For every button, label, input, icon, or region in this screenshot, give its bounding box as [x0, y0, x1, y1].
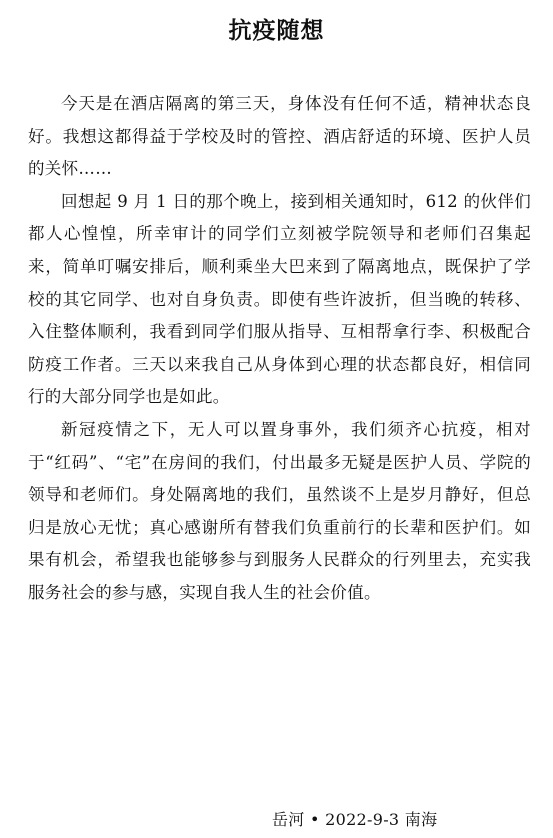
paragraph-3: 新冠疫情之下，无人可以置身事外，我们须齐心抗疫，相对于“红码”、“宅”在房间的我们，付出最多无疑是医护人员、学院的领导和老师们。身处隔离地的我们，虽然谈不上是岁月静好，但总归是放心无忧；真心感谢所有替我们负重前行的长辈和医护们。如果有机会，希望我也能够参与到服务人民群众的行列里去，充实我服务社会的参与感，实现自我人生的社会价值。: [28, 419, 531, 602]
signature-line: 岳河 • 2022-9-3 南海: [272, 810, 438, 829]
document-body: [28, 88, 531, 610]
document-title: 抗疫随想: [228, 18, 325, 44]
paragraph-1: 今天是在酒店隔离的第三天，身体没有任何不适，精神状态良好。我想这都得益于学校及时的管控、酒店舒适的环境、医护人员的关怀……: [28, 94, 531, 179]
paragraph-2: 回想起 9 月 1 日的那个晚上，接到相关通知时，612 的伙伴们都人心惶惶，所幸审计的同学们立刻被学院领导和老师们召集起来，简单叮嘱安排后，顺利乘坐大巴来到了隔离地点，既保护了学校的其它同学、也对自身负责。即使有些许波折，但当晚的转移、入住整体顺利，我看到同学们服从指导、互相帮拿行李、积极配合防疫工作者。三天以来我自己从身体到心理的状态都良好，相信同行的大部分同学也是如此。: [28, 191, 531, 407]
